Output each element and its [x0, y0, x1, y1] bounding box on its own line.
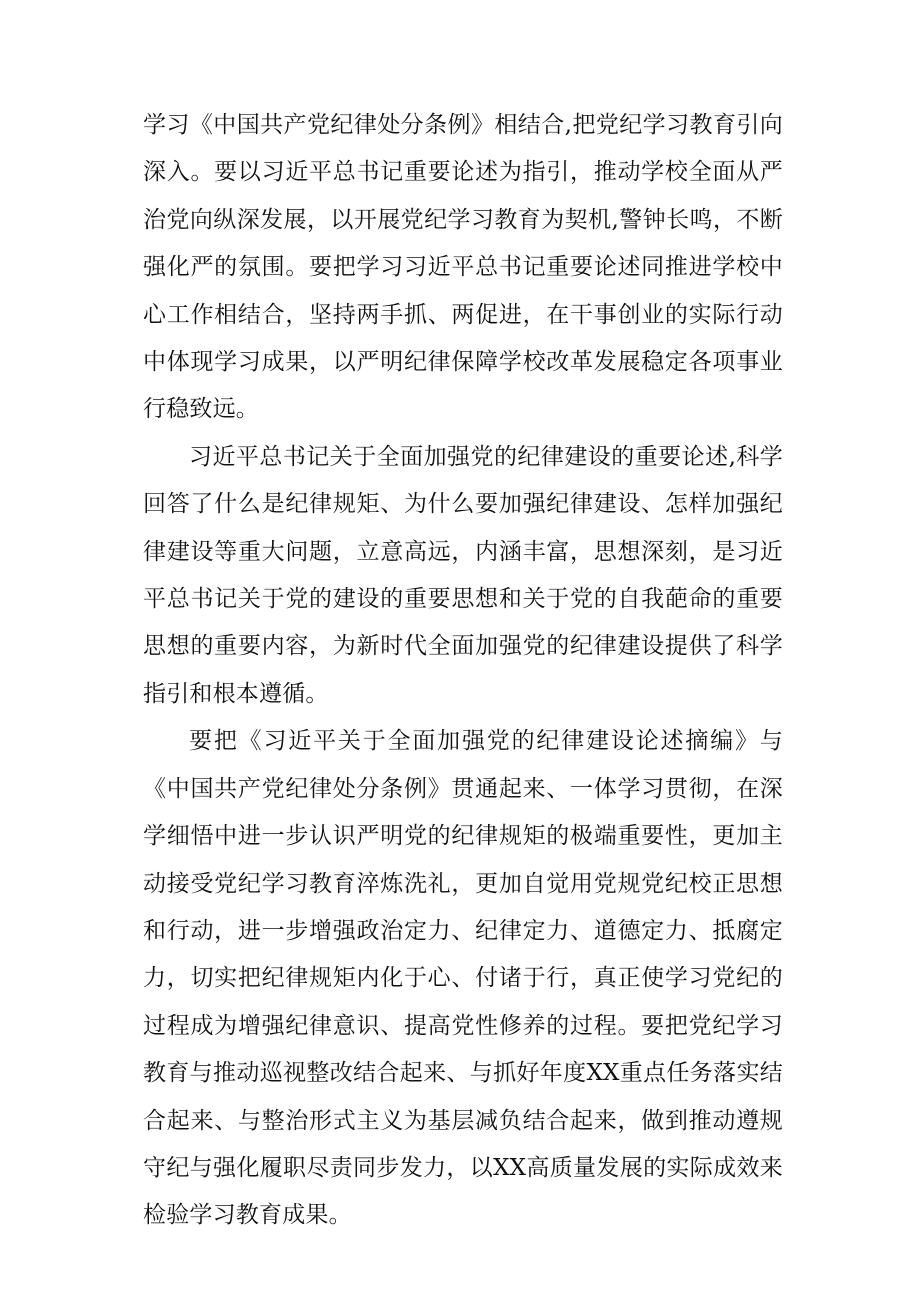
paragraph-2: 习近平总书记关于全面加强党的纪律建设的重要论述,科学回答了什么是纪律规矩、为什么要加强纪律建设、怎样加强纪律建设等重大问题，立意高远，内涵丰富，思想深刻，是习近平总书记关于党的建设的重要思想和关于党的自我葩命的重要思想的重要内容，为新时代全面加强党的纪律建设提供了科学指引和根本遵循。: [143, 443, 783, 707]
document-page: [143, 102, 783, 1240]
paragraph-3: 要把《习近平关于全面加强党的纪律建设论述摘编》与《中国共产党纪律处分条例》贯通起来、一体学习贯彻，在深学细悟中进一步认识严明党的纪律规矩的极端重要性，更加主动接受党纪学习教育淬炼洗礼，更加自觉用党规党纪校正思想和行动，进一步增强政治定力、纪律定力、道德定力、抵腐定力，切实把纪律规矩内化于心、付诸于行，真正使学习党纪的过程成为增强纪律意识、提高党性修养的过程。要把党纪学习教育与推动巡视整改结合起来、与抓好年度XX重点任务落实结合起来、与整治形式主义为基层减负结合起来，做到推动遵规守纪与强化履职尽责同步发力，以XX高质量发展的实际成效来检验学习教育成果。: [143, 728, 783, 1229]
paragraph-1: 学习《中国共产党纪律处分条例》相结合,把党纪学习教育引向深入。要以习近平总书记重要论述为指引，推动学校全面从严治党向纵深发展，以开展党纪学习教育为契机,警钟长鸣，不断强化严的氛围。要把学习习近平总书记重要论述同推进学校中心工作相结合，坚持两手抓、两促进，在干事创业的实际行动中体现学习成果，以严明纪律保障学校改革发展稳定各项事业行稳致远。: [143, 112, 783, 423]
